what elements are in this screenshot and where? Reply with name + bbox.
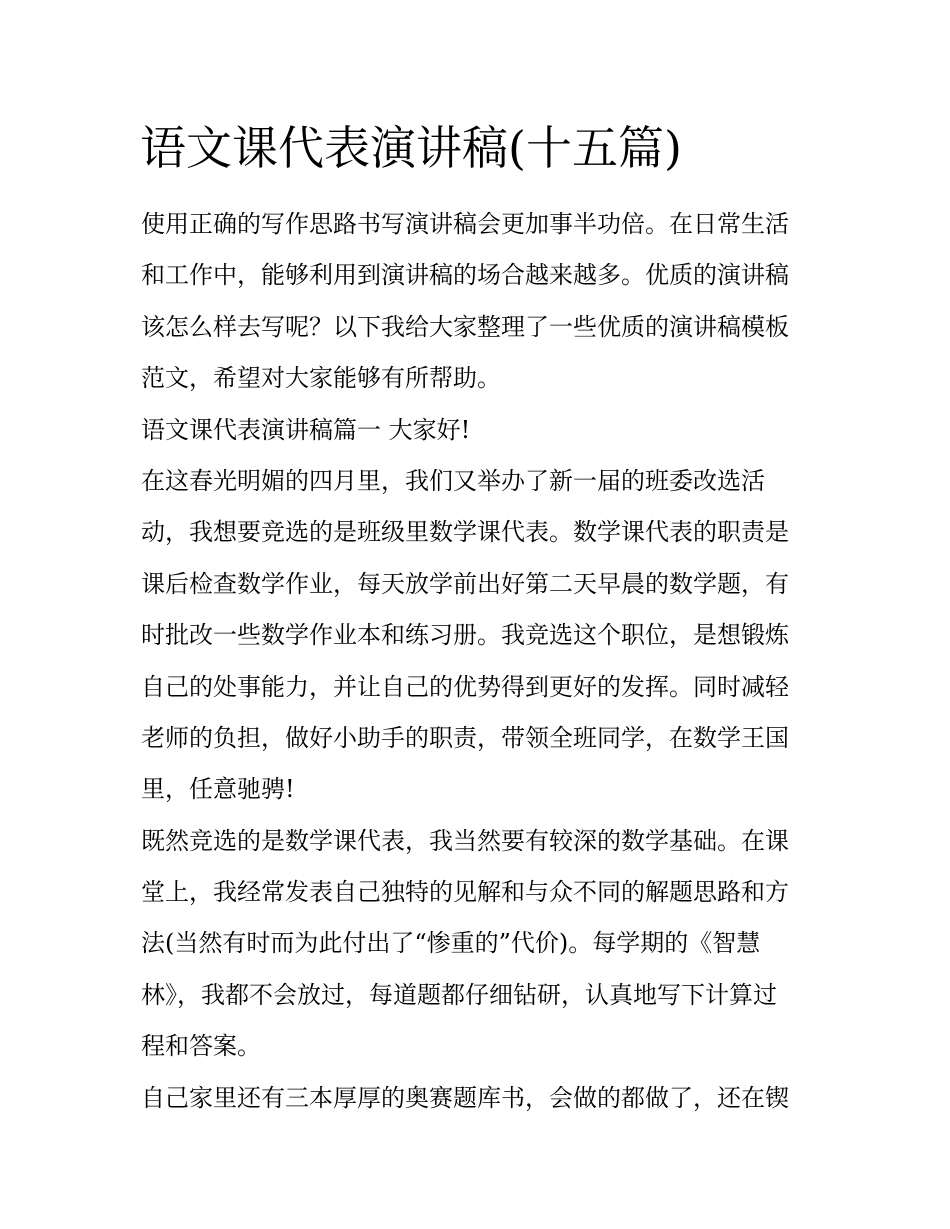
body-line: 自己家里还有三本厚厚的奥赛题库书，会做的都做了，还在锲 <box>141 1083 789 1112</box>
body-line: 动，我想要竞选的是班级里数学课代表。数学课代表的职责是 <box>141 518 789 547</box>
body-line: 该怎么样去写呢？以下我给大家整理了一些优质的演讲稿模板 <box>141 312 789 341</box>
body-line: 在这春光明媚的四月里，我们又举办了新一届的班委改选活 <box>141 466 765 495</box>
body-line: 林》，我都不会放过，每道题都仔细钻研，认真地写下计算过 <box>141 980 777 1009</box>
body-line: 里，任意驰骋! <box>141 775 295 804</box>
body-line: 课后检查数学作业，每天放学前出好第二天早晨的数学题，有 <box>141 569 789 598</box>
body-line: 时批改一些数学作业本和练习册。我竞选这个职位，是想锻炼 <box>141 621 789 650</box>
body-line: 老师的负担，做好小助手的职责，带领全班同学，在数学王国 <box>141 723 789 752</box>
body-line: 范文，希望对大家能够有所帮助。 <box>141 364 501 393</box>
document-title: 语文课代表演讲稿(十五篇) <box>140 121 682 175</box>
body-line: 使用正确的写作思路书写演讲稿会更加事半功倍。在日常生活 <box>141 210 789 238</box>
body-line: 法(当然有时而为此付出了“惨重的”代价)。每学期的《智慧 <box>141 929 761 958</box>
document-body <box>141 199 813 1124</box>
body-line: 和工作中，能够利用到演讲稿的场合越来越多。优质的演讲稿 <box>141 261 789 290</box>
body-line: 堂上，我经常发表自己独特的见解和与众不同的解题思路和方 <box>141 878 789 907</box>
section-heading: 语文课代表演讲稿篇一 大家好! <box>141 415 471 444</box>
body-line: 既然竞选的是数学课代表，我当然要有较深的数学基础。在课 <box>141 826 789 855</box>
body-line: 程和答案。 <box>141 1032 261 1061</box>
body-line: 自己的处事能力，并让自己的优势得到更好的发挥。同时减轻 <box>141 672 789 701</box>
